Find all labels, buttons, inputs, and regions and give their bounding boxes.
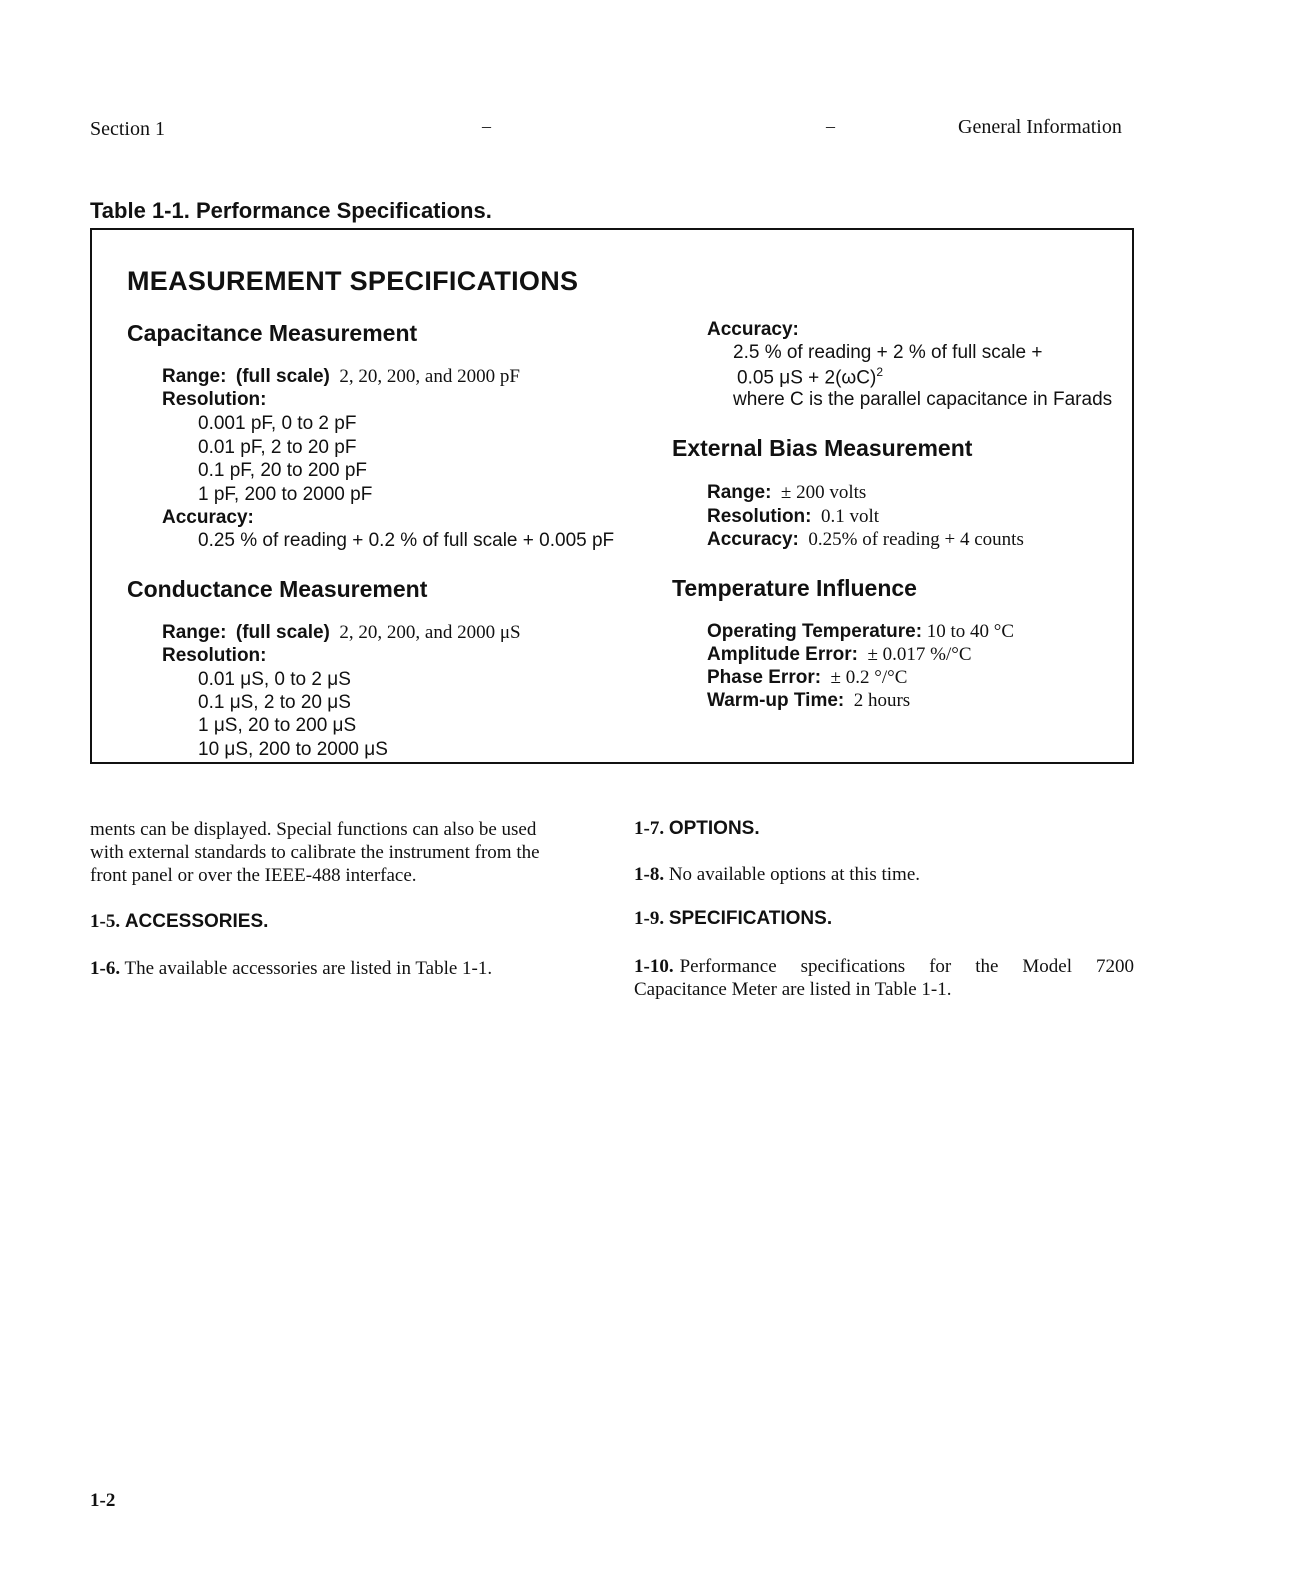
bias-resolution [707,507,879,526]
bias-title: External Bias Measurement [672,435,973,461]
section-number: 1-5. [90,911,121,932]
bias-range [707,483,866,502]
section-number: 1-6. [90,958,121,979]
range-value: 2, 20, 200, and 2000 pF [339,366,520,387]
continued-paragraph [90,818,600,887]
section-number: 1-7. [634,818,665,839]
paragraph-line: Capacitance Meter are listed in Table 1-1. [634,979,952,1000]
accuracy-value: 0.25 % of reading + 0.2 % of full scale + 0.005 pF [198,530,615,551]
paragraph-text: The available accessories are listed in Table 1-1. [124,958,493,979]
chapter-label: General Information [958,116,1122,138]
page-number: 1-2 [90,1490,116,1511]
operating-label: Operating Temperature: [707,621,923,642]
resolution-item: 0.01 μS, 0 to 2 μS [198,669,351,690]
warmup-time [707,691,910,710]
resolution-item: 10 μS, 200 to 2000 μS [198,739,388,760]
section-number: 1-9. [634,908,665,929]
phase-value: ± 0.2 °/°C [830,667,908,688]
section-1-8-paragraph [634,863,920,886]
section-1-9-heading [634,908,832,930]
operating-value: 10 to 40 °C [926,621,1015,642]
accuracy-line [737,366,883,387]
resolution-label: Resolution: [162,389,267,410]
paragraph-text: Performance specifications for the Model 7200 [679,956,1134,977]
section-1-6-paragraph [90,957,492,980]
resolution-item: 0.001 pF, 0 to 2 pF [198,413,357,434]
range-value: ± 200 volts [780,482,867,503]
accuracy-label: Accuracy: [707,529,799,550]
phase-error [707,668,907,687]
section-title: OPTIONS. [668,818,760,839]
table-title: Table 1-1. Performance Specifications. [90,198,492,223]
amplitude-value: ± 0.017 %/°C [867,644,972,665]
header-dash: – [482,116,491,136]
accuracy-label: Accuracy: [162,507,254,528]
resolution-value: 0.1 volt [821,506,880,527]
accuracy-label: Accuracy: [707,319,799,340]
resolution-item: 1 pF, 200 to 2000 pF [198,484,373,505]
section-title: ACCESSORIES. [124,911,269,932]
resolution-label: Resolution: [162,645,267,666]
range-value: 2, 20, 200, and 2000 μS [339,622,521,643]
section-label: Section 1 [90,118,165,140]
accuracy-formula: 0.05 μS + 2(ωC) [737,367,877,389]
range-label: Range: [707,482,772,503]
paragraph-line: front panel or over the IEEE-488 interface. [90,865,417,886]
bias-accuracy [707,530,1024,549]
amplitude-label: Amplitude Error: [707,644,858,665]
temperature-title: Temperature Influence [672,575,917,601]
paragraph-line: ments can be displayed. Special functions can also be used [90,819,537,840]
conductance-title: Conductance Measurement [127,576,428,602]
amplitude-error [707,645,972,664]
resolution-item: 1 μS, 20 to 200 μS [198,715,357,736]
warmup-value: 2 hours [853,690,911,711]
resolution-item: 0.1 pF, 20 to 200 pF [198,460,368,481]
section-title: SPECIFICATIONS. [668,908,833,929]
header-dash: – [826,116,835,136]
phase-label: Phase Error: [707,667,822,688]
resolution-item: 0.01 pF, 2 to 20 pF [198,437,357,458]
conductance-range [162,623,521,642]
section-1-5-heading [90,911,268,933]
section-number: 1-8. [634,864,665,885]
paragraph-line: with external standards to calibrate the instrument from the [90,842,540,863]
spec-heading: MEASUREMENT SPECIFICATIONS [127,266,579,296]
warmup-label: Warm-up Time: [707,690,845,711]
fullscale-label: (full scale) [235,622,330,643]
resolution-label: Resolution: [707,506,812,527]
accuracy-line: 2.5 % of reading + 2 % of full scale + [733,342,1043,363]
section-number: 1-10. [634,956,674,977]
resolution-item: 0.1 μS, 2 to 20 μS [198,692,351,713]
capacitance-range [162,367,520,386]
range-label: Range: [162,622,227,643]
fullscale-label: (full scale) [235,366,330,387]
superscript: 2 [876,365,883,379]
section-1-10-paragraph [634,955,1134,1001]
operating-temp [707,622,1014,641]
paragraph-text: No available options at this time. [668,864,921,885]
capacitance-title: Capacitance Measurement [127,320,418,346]
accuracy-value: 0.25% of reading + 4 counts [808,529,1024,550]
section-1-7-heading [634,818,760,840]
range-label: Range: [162,366,227,387]
accuracy-line: where C is the parallel capacitance in Farads [733,389,1113,410]
paragraph-line [634,955,1134,978]
